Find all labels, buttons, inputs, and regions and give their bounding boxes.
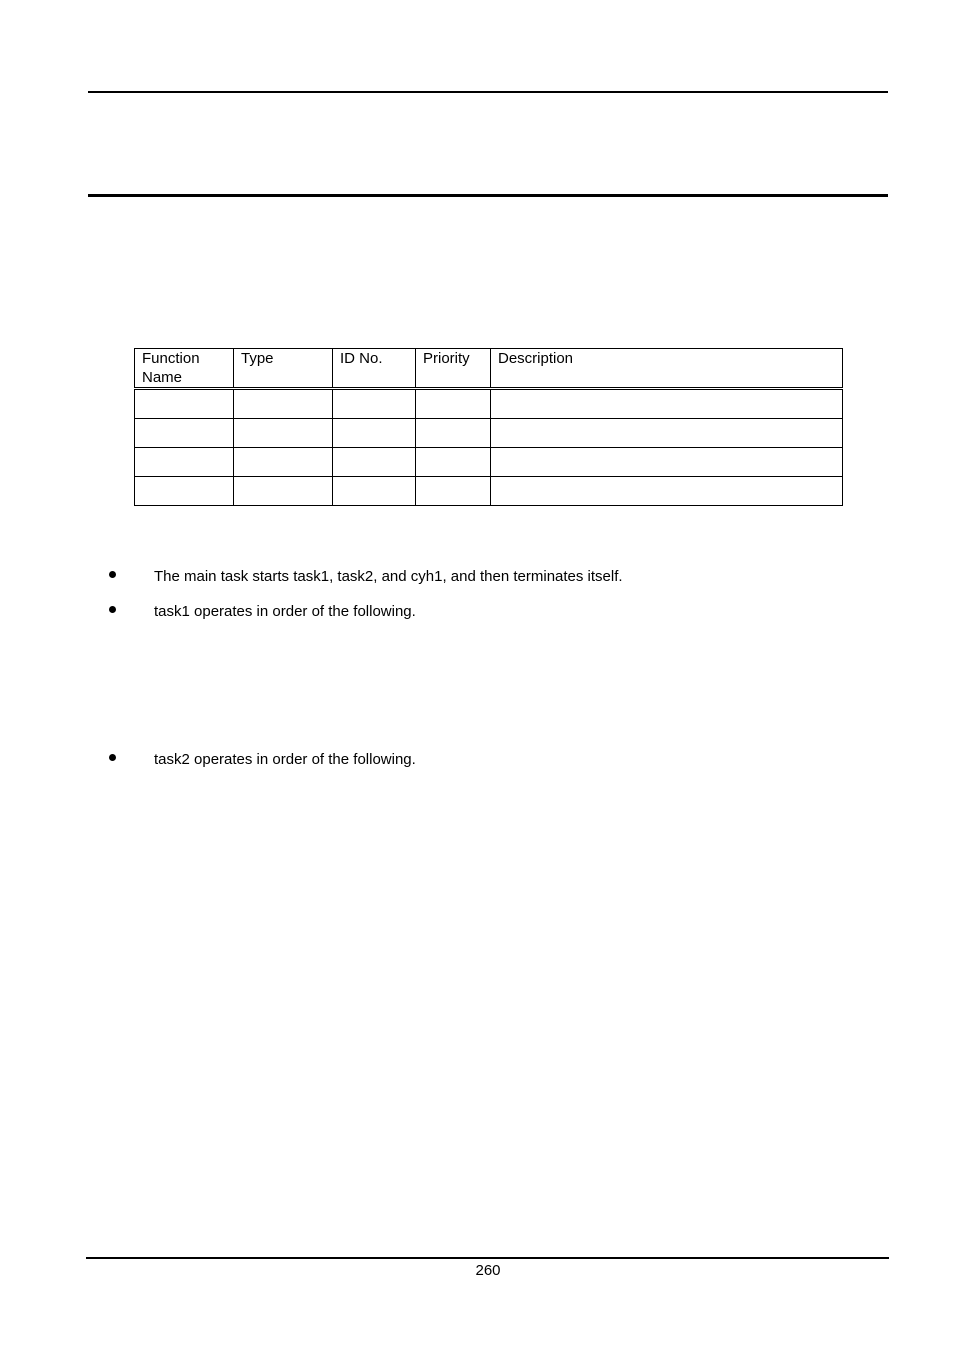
header-description: Description <box>491 349 843 389</box>
table-cell <box>135 389 234 419</box>
table-cell <box>135 419 234 448</box>
table-cell <box>491 448 843 477</box>
table-header-row <box>135 349 843 389</box>
header-function-name: Function Name <box>135 349 234 389</box>
table-cell <box>416 448 491 477</box>
table-cell <box>234 419 333 448</box>
table-cell <box>135 477 234 506</box>
bullet-icon <box>109 571 116 578</box>
header-rule-bottom <box>88 194 888 197</box>
header-type: Type <box>234 349 333 389</box>
table-cell <box>234 448 333 477</box>
header-id-no: ID No. <box>333 349 416 389</box>
table-cell <box>234 477 333 506</box>
table-cell <box>234 389 333 419</box>
bullet-icon <box>109 606 116 613</box>
bullet-text: task1 operates in order of the following. <box>154 603 416 620</box>
table-cell <box>135 448 234 477</box>
bullet-icon <box>109 754 116 761</box>
bullet-text: task2 operates in order of the following. <box>154 751 416 768</box>
table-cell <box>416 477 491 506</box>
header-priority: Priority <box>416 349 491 389</box>
table-cell <box>491 419 843 448</box>
table-cell <box>416 389 491 419</box>
table-cell <box>333 448 416 477</box>
table-row <box>135 389 843 419</box>
page-number: 260 <box>475 1262 501 1279</box>
footer-rule <box>86 1257 889 1259</box>
task-table <box>134 348 843 506</box>
table-cell <box>333 477 416 506</box>
table-cell <box>333 419 416 448</box>
table-cell <box>333 389 416 419</box>
table-cell <box>491 477 843 506</box>
table-row <box>135 419 843 448</box>
table-row <box>135 448 843 477</box>
table-cell <box>416 419 491 448</box>
table-cell <box>491 389 843 419</box>
header-rule-top <box>88 91 888 93</box>
bullet-text: The main task starts task1, task2, and cyh1, and then terminates itself. <box>154 568 623 585</box>
table-row <box>135 477 843 506</box>
